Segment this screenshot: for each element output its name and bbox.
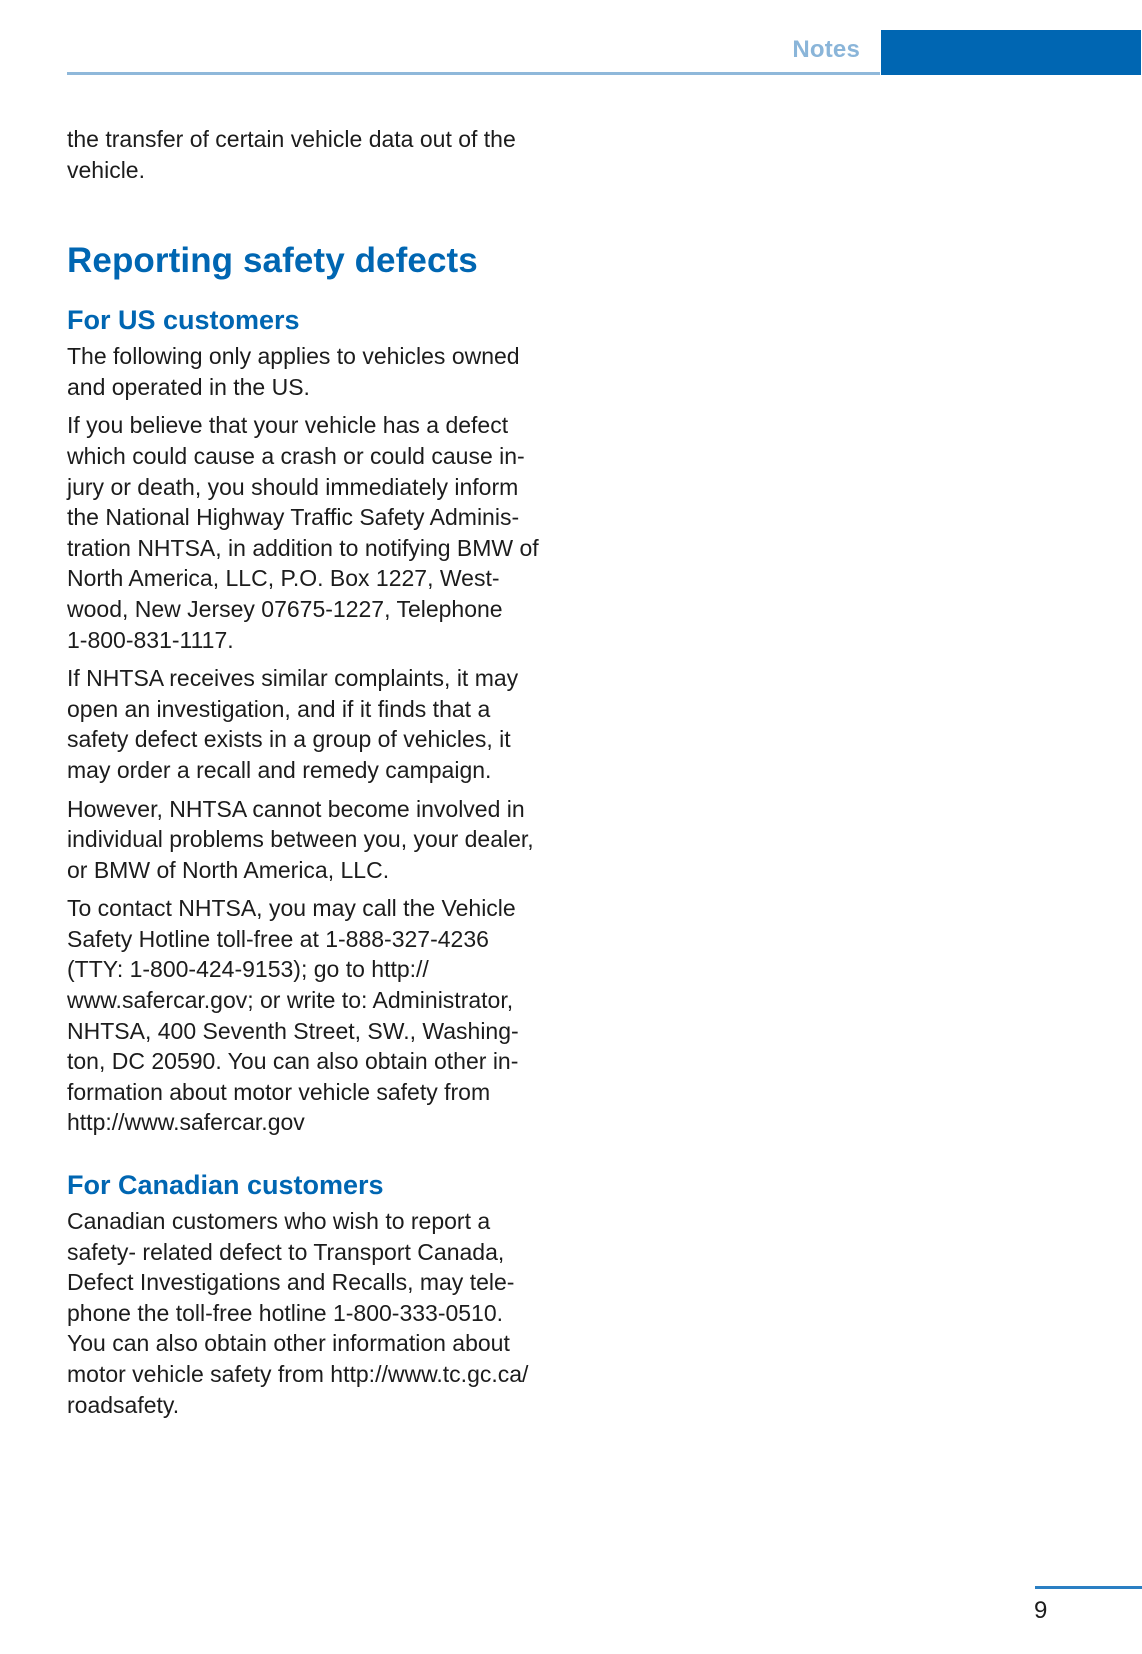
us-paragraph-applicability (67, 341, 587, 402)
text-line: However, NHTSA cannot become involved in (67, 795, 525, 822)
safercar-link[interactable]: http://www.safercar.gov (67, 1109, 305, 1136)
text-line: vehicle. (67, 156, 145, 183)
tc-roadsafety-link[interactable]: motor vehicle safety from http://www.tc.gc.ca/ (67, 1361, 529, 1387)
us-paragraph-report-defect (67, 410, 587, 655)
text-line: phone the toll-free hotline 1-800-333-0510. (67, 1299, 504, 1326)
us-paragraph-contact (67, 893, 587, 1138)
us-customers-heading: For US customers (67, 305, 300, 336)
tc-roadsafety-link-cont[interactable]: roadsafety. (67, 1391, 180, 1418)
page-content (67, 124, 587, 1428)
page-number: 9 (1034, 1597, 1048, 1624)
section-title: Reporting safety defects (67, 241, 478, 281)
text-line: which could cause a crash or could cause in- (67, 442, 525, 469)
canada-paragraph-contact (67, 1206, 587, 1420)
us-paragraph-limitation (67, 794, 587, 886)
text-line: NHTSA, 400 Seventh Street, SW., Washing- (67, 1017, 519, 1044)
text-line: The following only applies to vehicles owned (67, 343, 520, 370)
text-line: To contact NHTSA, you may call the Vehicle (67, 895, 516, 922)
header-accent-block (881, 30, 1141, 75)
text-line: and operated in the US. (67, 373, 310, 400)
canadian-customers-heading: For Canadian customers (67, 1170, 384, 1201)
text-line: may order a recall and remedy campaign. (67, 756, 492, 783)
footer-rule (1035, 1586, 1142, 1589)
text-line: Canadian customers who wish to report a (67, 1208, 491, 1235)
text-line: (TTY: 1-800-424-9153); go to http:// (67, 956, 429, 983)
text-line: individual problems between you, your dealer, (67, 826, 534, 853)
text-line: safety- related defect to Transport Canada, (67, 1238, 505, 1265)
text-line: You can also obtain other information about (67, 1330, 510, 1357)
section-label: Notes (792, 36, 860, 63)
intro-paragraph (67, 124, 587, 185)
text-line: tration NHTSA, in addition to notifying BMW of (67, 534, 539, 561)
text-line: If NHTSA receives similar complaints, it may (67, 665, 519, 692)
text-line: Defect Investigations and Recalls, may tele- (67, 1269, 515, 1296)
text-line: If you believe that your vehicle has a defect (67, 412, 509, 439)
text-line: the National Highway Traffic Safety Adminis- (67, 504, 520, 531)
text-line: North America, LLC, P.O. Box 1227, West- (67, 565, 500, 592)
text-line: wood, New Jersey 07675-1227, Telephone (67, 595, 503, 622)
text-line: jury or death, you should immediately inform (67, 473, 519, 500)
text-line: Safety Hotline toll-free at 1-888-327-4236 (67, 925, 489, 952)
text-line: the transfer of certain vehicle data out of the (67, 126, 516, 152)
text-line: www.safercar.gov; or write to: Administrator, (67, 987, 514, 1014)
us-paragraph-investigation (67, 663, 587, 785)
text-line: 1-800-831-1117. (67, 626, 234, 653)
text-line: or BMW of North America, LLC. (67, 856, 390, 883)
text-line: formation about motor vehicle safety from (67, 1078, 491, 1105)
text-line: safety defect exists in a group of vehicles, it (67, 726, 511, 753)
header-rule (67, 72, 880, 75)
text-line: ton, DC 20590. You can also obtain other in- (67, 1048, 519, 1075)
text-line: open an investigation, and if it finds that a (67, 695, 491, 722)
